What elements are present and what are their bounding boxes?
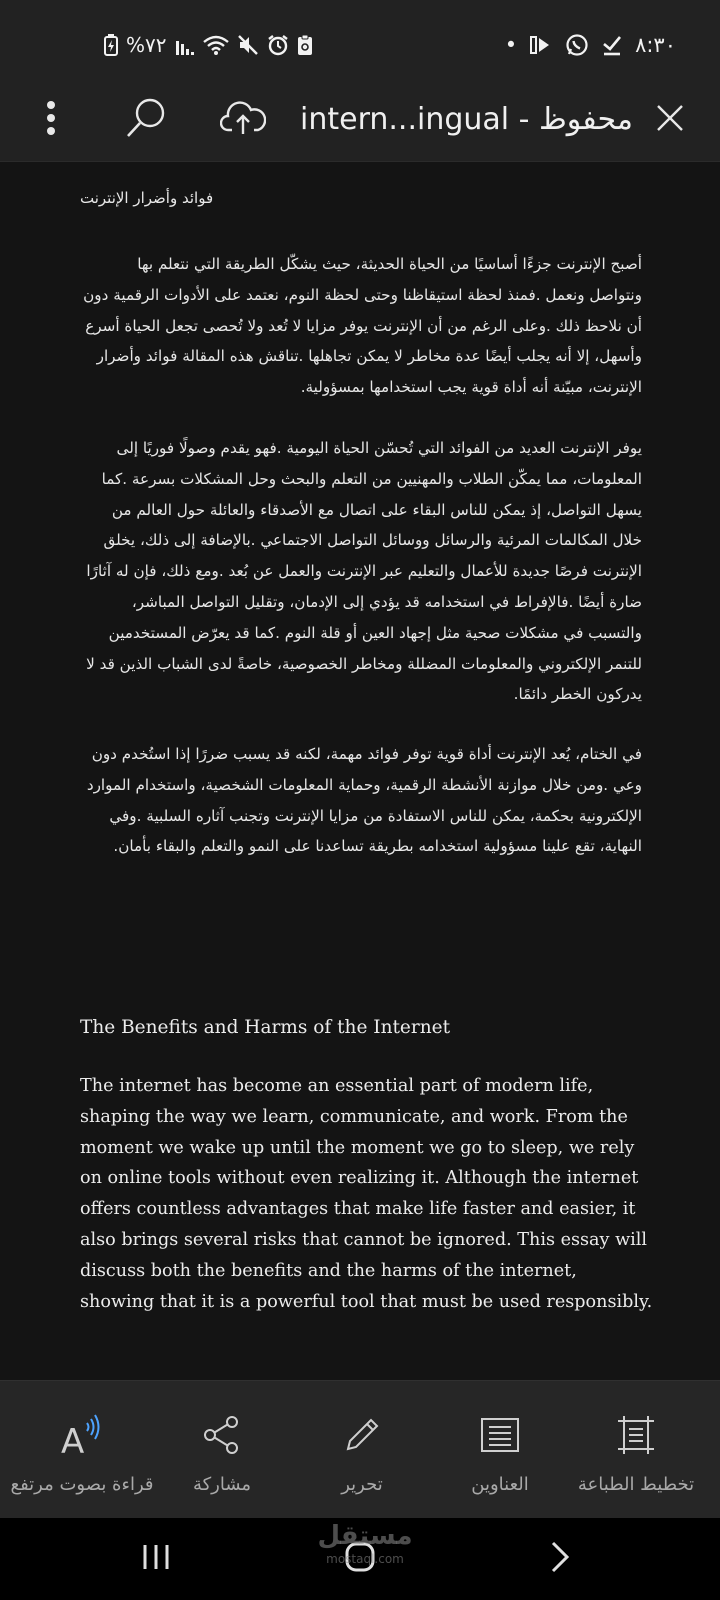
bottom-toolbar: [0, 1380, 720, 1518]
search-icon: [124, 96, 168, 144]
headings-button[interactable]: [428, 1381, 572, 1519]
cloud-save-button[interactable]: [210, 78, 276, 162]
back-button[interactable]: [500, 1518, 620, 1600]
read-aloud-label: قراءة بصوت مرتفع: [10, 1474, 154, 1495]
edit-button[interactable]: [290, 1381, 434, 1519]
watermark-logo: [310, 1520, 420, 1570]
watermark-url: mostaql.com: [326, 1552, 404, 1566]
wifi-icon: [203, 35, 229, 55]
document-header: [0, 78, 720, 162]
more-vertical-icon: [45, 100, 57, 140]
download-done-icon: [601, 34, 623, 56]
close-icon: [656, 104, 684, 136]
close-button[interactable]: [640, 78, 700, 162]
edit-label: تحرير: [341, 1474, 383, 1495]
read-aloud-icon: [52, 1411, 112, 1459]
headings-label: العناوين: [471, 1474, 529, 1495]
svg-text:A: A: [61, 1422, 85, 1457]
signal-icon: [175, 35, 195, 55]
headings-icon: [470, 1411, 530, 1459]
whatsapp-icon: [565, 33, 589, 57]
status-left-group: [104, 30, 313, 60]
chevron-right-icon: [548, 1540, 572, 1578]
pencil-icon: [332, 1411, 392, 1459]
recent-apps-icon: [141, 1542, 171, 1576]
arabic-heading: فوائد وأضرار الإنترنت: [80, 189, 214, 207]
arabic-paragraph-1: أصبح الإنترنت جزءًا أساسيًا من الحياة الحديثة، حيث يشكّل الطريقة التي نتعلم بها ونتواصل ونعمل .فمنذ لحظة استيقاظنا وحتى لحظة النوم، نعتمد على الأدوات الرقمية دون أن نلاحظ ذلك .وعلى الرغم من أن الإنترنت يوفر مزايا لا تُعد ولا تُحصى تجعل الحياة أسرع وأسهل، إلا أنه يجلب أيضًا عدة مخاطر لا يمكن تجاهلها .تناقش هذه المقالة فوائد وأضرار الإنترنت، مبيّنة أنه أداة قوية يجب استخدامها بمسؤولية.: [83, 255, 642, 397]
status-right-group: [505, 30, 676, 60]
battery-percent: %٧٢: [126, 33, 167, 57]
share-icon: [192, 1411, 252, 1459]
document-body[interactable]: [0, 163, 720, 1379]
notification-dot: •: [504, 33, 518, 57]
share-button[interactable]: [150, 1381, 294, 1519]
read-aloud-button[interactable]: [10, 1381, 154, 1519]
battery-charging-icon: [104, 34, 118, 56]
english-heading: The Benefits and Harms of the Internet: [80, 1017, 451, 1038]
print-layout-icon: [606, 1411, 666, 1459]
arabic-paragraph-3: في الختام، يُعد الإنترنت أداة قوية توفر فوائد مهمة، لكنه قد يسبب ضررًا إذا استُخدم دون وعي .ومن خلال موازنة الأنشطة الرقمية، وحماية المعلومات الشخصية، واستخدام الموارد الإلكترونية بحكمة، يمكن للناس الاستفادة من مزايا الإنترنت وتجنب آثاره السلبية .وفي النهاية، تقع علينا مسؤولية استخدامه بطريقة تساعدنا على النمو والتعلم والبقاء بأمان.: [86, 745, 642, 856]
mute-icon: [237, 34, 259, 56]
document-title[interactable]: intern...ingual - محفوظ: [300, 102, 633, 137]
arabic-paragraph-2: يوفر الإنترنت العديد من الفوائد التي تُحسّن الحياة اليومية .فهو يقدم وصولًا فوريًا إلى المعلومات، مما يمكّن الطلاب والمهنيين من التعلم والبحث وحل المشكلات بسرعة .كما يسهل التواصل، إذ يمكن للناس البقاء على اتصال مع الأصدقاء والعائلة حول العالم من خلال المكالمات المرئية والرسائل ووسائل التواصل الاجتماعي .بالإضافة إلى ذلك، يخلق الإنترنت فرصًا جديدة للأعمال والتعليم عبر الإنترنت والعمل عن بُعد .ومع ذلك، فإن له آثارًا ضارة أيضًا .فالإفراط في استخدامه قد يؤدي إلى الإدمان، وتقليل التواصل المباشر، والتسبب في مشكلات صحية مثل إجهاد العين أو قلة النوم .كما قد يعرّض المستخدمين للتنمر الإلكتروني والمعلومات المضللة ومخاطر الخصوصية، خاصةً لدى الشباب الذين قد لا يدركون الخطر دائمًا.: [86, 439, 642, 704]
share-label: مشاركة: [192, 1474, 252, 1495]
more-options-button[interactable]: [26, 78, 76, 162]
status-bar: [0, 0, 720, 78]
english-paragraph: The internet has become an essential part of modern life, shaping the way we learn, communicate, and work. From the moment we wake up until the moment we go to sleep, we rely on online tools without even realizing it. Although the internet offers countless advantages that make life faster and easier, it also brings several risks that cannot be ignored. This essay will discuss both the benefits and the harms of the internet, showing that it is a powerful tool that must be used responsibly.: [80, 1076, 653, 1312]
print-layout-label: تخطيط الطباعة: [577, 1474, 695, 1495]
media-icon: [529, 34, 553, 56]
cloud-upload-icon: [220, 100, 266, 140]
clipboard-icon: [297, 34, 313, 56]
print-layout-button[interactable]: [564, 1381, 708, 1519]
watermark-main: مستقل: [317, 1521, 413, 1551]
alarm-icon: [267, 34, 289, 56]
clock-time: ٨:٣٠: [635, 33, 676, 57]
recent-apps-button[interactable]: [96, 1518, 216, 1600]
search-button[interactable]: [116, 78, 176, 162]
